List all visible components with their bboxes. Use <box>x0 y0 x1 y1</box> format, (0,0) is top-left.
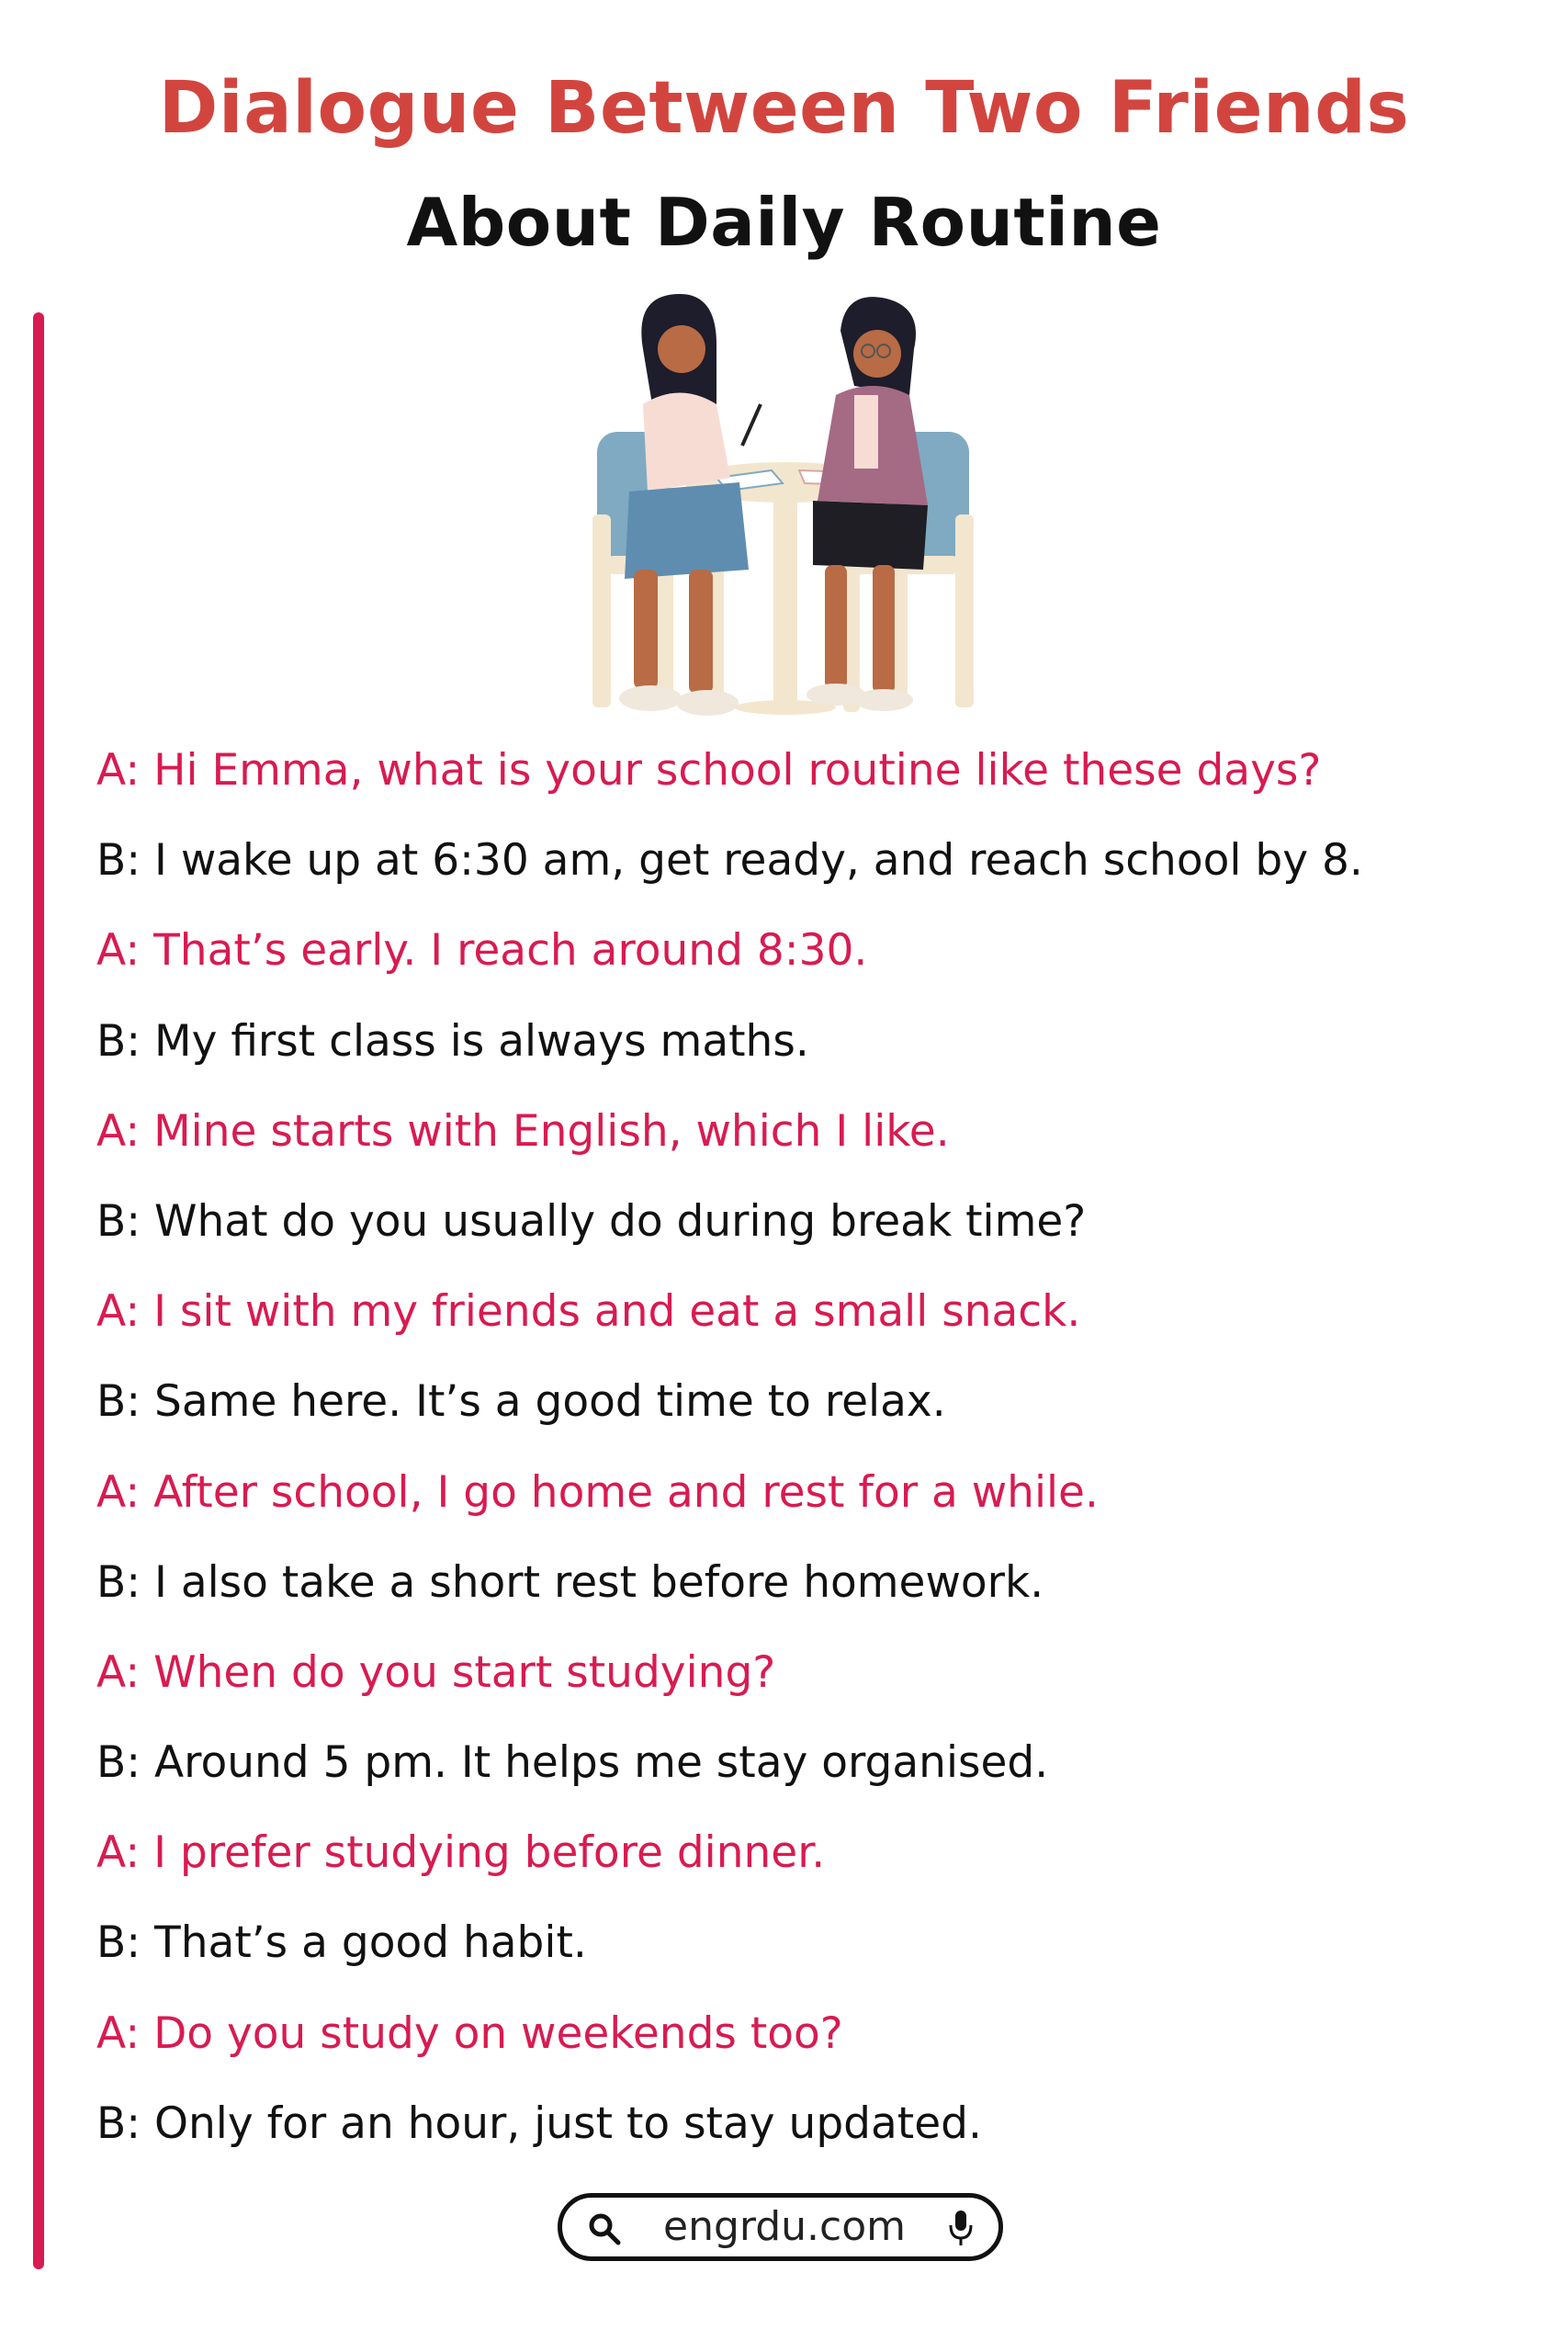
dialogue-line-b: B: My first class is always maths. <box>96 1015 809 1067</box>
accent-bar <box>33 312 44 2269</box>
dialogue-line-b: B: That’s a good habit. <box>96 1917 587 1969</box>
dialogue-line-b: B: I also take a short rest before homework. <box>96 1556 1044 1608</box>
search-icon[interactable] <box>588 2212 621 2245</box>
dialogue-line-a: A: I prefer studying before dinner. <box>96 1827 826 1879</box>
two-friends-talking-illustration <box>579 294 992 717</box>
dialogue-line-b: B: Same here. It’s a good time to relax. <box>96 1376 946 1428</box>
page-subtitle: About Daily Routine <box>406 184 1162 261</box>
dialogue-line-b: B: Only for an hour, just to stay updated. <box>96 2098 982 2149</box>
dialogue-line-a: A: When do you start studying? <box>96 1646 776 1698</box>
dialogue-line-b: B: What do you usually do during break time? <box>96 1195 1087 1247</box>
dialogue-line-a: A: I sit with my friends and eat a small snack. <box>96 1286 1081 1338</box>
dialogue-line-a: A: Mine starts with English, which I like. <box>96 1105 950 1157</box>
page-title: Dialogue Between Two Friends <box>158 67 1410 150</box>
dialogue-line-a: A: After school, I go home and rest for a while. <box>96 1466 1099 1518</box>
website-url-text: engrdu.com <box>663 2203 906 2250</box>
microphone-icon[interactable] <box>948 2209 974 2247</box>
website-search-bar[interactable] <box>558 2193 1003 2261</box>
dialogue-list <box>96 726 1529 2169</box>
dialogue-line-a: A: Do you study on weekends too? <box>96 2007 843 2059</box>
dialogue-line-b: B: I wake up at 6:30 am, get ready, and reach school by 8. <box>96 835 1363 887</box>
dialogue-line-a: A: Hi Emma, what is your school routine like these days? <box>96 745 1322 796</box>
dialogue-line-b: B: Around 5 pm. It helps me stay organised. <box>96 1737 1049 1789</box>
dialogue-line-a: A: That’s early. I reach around 8:30. <box>96 925 868 977</box>
